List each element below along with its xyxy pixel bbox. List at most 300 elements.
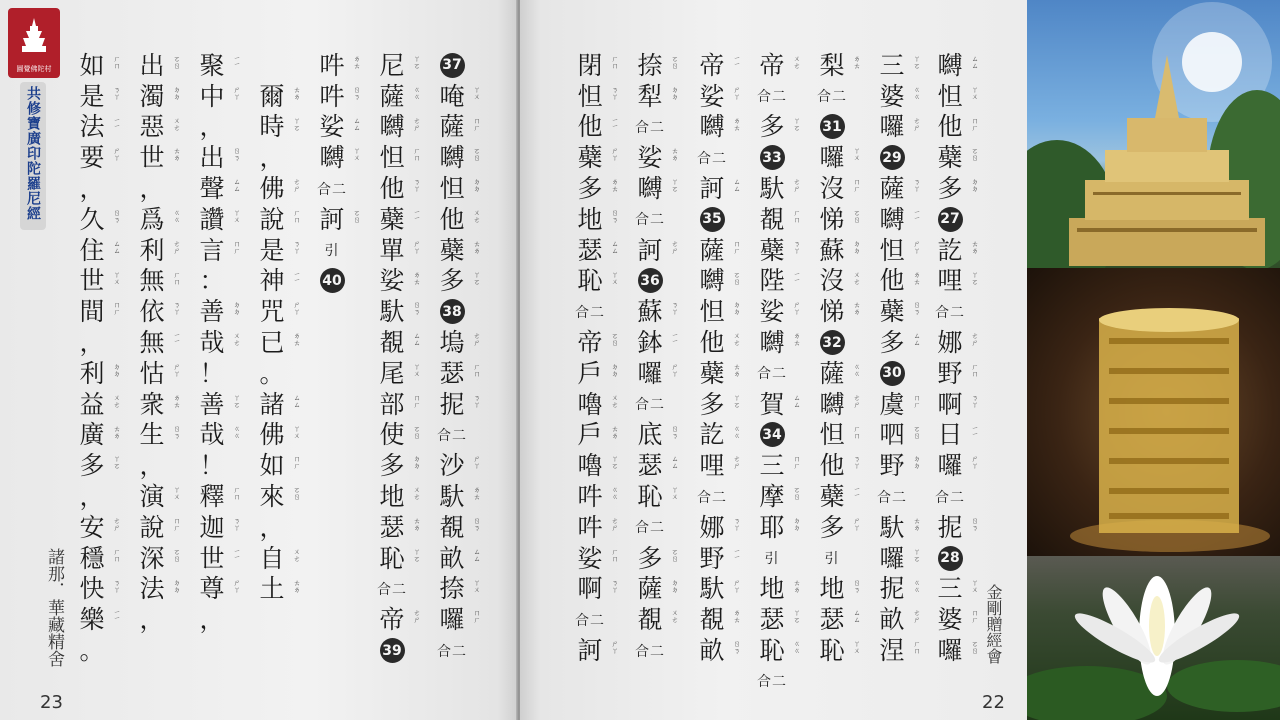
zhuyin-annotation: ㄋㄚ xyxy=(473,393,481,408)
character-cell xyxy=(132,358,181,389)
note-cell xyxy=(570,604,610,635)
character-cell xyxy=(72,543,121,574)
zhuyin-annotation: ㄋㄚ xyxy=(293,239,301,254)
zhuyin-annotation: ㄌㄊ xyxy=(293,332,301,347)
character-cell xyxy=(752,112,801,143)
character-cell xyxy=(872,112,921,143)
zhuyin-annotation: ㄚㄨ xyxy=(671,486,679,501)
character-cell xyxy=(72,358,121,389)
zhuyin-annotation: ㄊㄌ xyxy=(293,578,301,593)
sutra-character: 他 xyxy=(819,451,845,481)
sutra-character: 犁 xyxy=(637,81,663,111)
character-cell xyxy=(312,81,361,112)
character-cell xyxy=(372,604,421,635)
zhuyin-annotation: ㄏㄇ xyxy=(293,208,301,223)
character-cell xyxy=(930,358,979,389)
character-cell xyxy=(72,604,121,635)
sutra-character: 蘗 xyxy=(759,235,785,265)
number-cell xyxy=(432,296,472,327)
zhuyin-annotation: ㄖㄋ xyxy=(473,516,481,531)
zhuyin-annotation: ㄖㄋ xyxy=(853,578,861,593)
character-cell xyxy=(812,450,861,481)
character-cell xyxy=(252,142,292,173)
sutra-character: 爲 xyxy=(139,204,165,234)
sutra-character: 怛 xyxy=(937,81,963,111)
character-cell xyxy=(312,112,361,143)
zhuyin-annotation: ㄙㄙ xyxy=(671,455,679,470)
zhuyin-annotation: ㄚㄨ xyxy=(233,208,241,223)
zhuyin-annotation: ㄊㄌ xyxy=(971,239,979,254)
zhuyin-annotation: ㄋㄚ xyxy=(173,301,181,316)
sutra-character: 穩 xyxy=(79,543,105,573)
pronunciation-note: 合二 xyxy=(757,366,787,383)
character-cell xyxy=(930,574,979,605)
crystal-mantra-cylinder-image xyxy=(1027,268,1280,556)
sutra-character: 出 xyxy=(199,143,225,173)
zhuyin-annotation: ㄉㄉ xyxy=(793,516,801,531)
zhuyin-annotation: ㄖㄋ xyxy=(611,208,619,223)
character-cell xyxy=(192,450,232,481)
mantra-number: 37 xyxy=(440,53,465,78)
sutra-character: 沒 xyxy=(819,266,845,296)
left_page-column xyxy=(432,50,481,666)
character-cell xyxy=(372,235,421,266)
number-cell xyxy=(432,50,472,81)
zhuyin-annotation: ㄍㄍ xyxy=(853,362,861,377)
note-cell xyxy=(630,204,670,235)
zhuyin-annotation: ㄚㄛ xyxy=(793,116,801,131)
zhuyin-annotation: ㄍㄍ xyxy=(173,208,181,223)
sutra-character: 恥 xyxy=(577,266,603,296)
sutra-character: 怛 xyxy=(577,81,603,111)
character-cell xyxy=(432,512,481,543)
zhuyin-annotation: ㄌㄊ xyxy=(733,609,741,624)
character-cell xyxy=(192,574,241,605)
zhuyin-annotation: ㄏㄇ xyxy=(173,270,181,285)
character-cell xyxy=(872,173,921,204)
zhuyin-annotation: ㄨㄜ xyxy=(173,116,181,131)
zhuyin-annotation: ㄚㄨ xyxy=(971,85,979,100)
sutra-character: 覩 xyxy=(379,328,405,358)
zhuyin-annotation: ㄜㄕ xyxy=(293,178,301,193)
zhuyin-annotation: ㄋㄚ xyxy=(913,178,921,193)
sutra-character: 底 xyxy=(637,420,663,450)
character-cell xyxy=(692,389,741,420)
zhuyin-annotation: ㄨㄜ xyxy=(733,332,741,347)
zhuyin-annotation: ㄜㄕ xyxy=(173,239,181,254)
character-cell xyxy=(872,81,921,112)
sutra-character: 地 xyxy=(379,482,405,512)
character-cell xyxy=(432,235,481,266)
pronunciation-note: 合二 xyxy=(317,181,347,198)
zhuyin-annotation: ㄛㄖ xyxy=(913,424,921,439)
sutra-character: 耶 xyxy=(759,512,785,542)
sutra-character: 多 xyxy=(879,328,905,358)
sutra-character: 說 xyxy=(259,204,285,234)
character-cell xyxy=(432,481,481,512)
character-cell xyxy=(192,235,241,266)
zhuyin-annotation: ㄌㄊ xyxy=(413,270,421,285)
note-cell xyxy=(692,142,732,173)
note-cell xyxy=(752,543,792,574)
character-cell xyxy=(252,50,292,81)
sutra-character: 深 xyxy=(139,543,165,573)
zhuyin-annotation: ㄚㄛ xyxy=(473,270,481,285)
zhuyin-annotation: ㄏㄇ xyxy=(113,547,121,562)
character-cell xyxy=(872,635,921,666)
pronunciation-note: 合二 xyxy=(635,643,665,660)
sutra-character: 囉 xyxy=(937,636,963,666)
zhuyin-annotation: ㄕㄚ xyxy=(793,301,801,316)
character-cell xyxy=(132,574,181,605)
sutra-character: ， xyxy=(139,605,165,635)
character-cell xyxy=(630,327,679,358)
zhuyin-annotation: ㄚㄛ xyxy=(913,55,921,69)
character-cell xyxy=(692,50,741,81)
zhuyin-annotation: ㄉㄉ xyxy=(913,455,921,470)
zhuyin-annotation: ㄙㄙ xyxy=(611,239,619,254)
character-cell xyxy=(752,266,801,297)
sutra-character: 馱 xyxy=(759,174,785,204)
zhuyin-annotation: ㄜㄕ xyxy=(473,332,481,347)
zhuyin-annotation: ㄋㄚ xyxy=(611,578,619,593)
zhuyin-annotation: ㄏㄇ xyxy=(233,486,241,501)
character-cell xyxy=(372,389,421,420)
number-cell xyxy=(872,358,912,389)
sutra-character: 益 xyxy=(79,389,105,419)
mantra-number: 36 xyxy=(638,268,663,293)
character-cell xyxy=(570,112,619,143)
number-cell xyxy=(752,420,792,451)
character-cell xyxy=(432,173,481,204)
zhuyin-annotation: ㄇㄏ xyxy=(473,116,481,131)
sutra-character: 沙 xyxy=(439,451,465,481)
zhuyin-annotation: ㄍㄍ xyxy=(913,85,921,100)
character-cell xyxy=(72,204,121,235)
zhuyin-annotation: ㄇㄏ xyxy=(413,393,421,408)
sutra-character: 蘗 xyxy=(879,297,905,327)
character-cell xyxy=(812,420,861,451)
character-cell xyxy=(372,173,421,204)
pronunciation-note: 合二 xyxy=(437,427,467,444)
character-cell xyxy=(930,266,979,297)
sutra-character: 已 xyxy=(259,328,285,358)
zhuyin-annotation: ㄛㄖ xyxy=(733,270,741,285)
zhuyin-annotation: ㄜㄕ xyxy=(611,516,619,531)
sutra-character: 他 xyxy=(879,266,905,296)
sutra-character: 釋 xyxy=(199,482,225,512)
sutra-character: 怛 xyxy=(819,420,845,450)
sutra-character: 薩 xyxy=(439,112,465,142)
sutra-character: 馱 xyxy=(699,574,725,604)
zhuyin-annotation: ㄊㄌ xyxy=(611,424,619,439)
sutra-character: ！ xyxy=(199,358,225,388)
zhuyin-annotation: ㄛㄖ xyxy=(671,55,679,69)
sutra-character: 。 xyxy=(259,358,285,388)
sutra-character: 訖 xyxy=(699,420,725,450)
zhuyin-annotation: ㄋㄚ xyxy=(793,239,801,254)
pronunciation-note: 合二 xyxy=(575,304,605,321)
zhuyin-annotation: ㄙㄙ xyxy=(793,393,801,408)
character-cell xyxy=(72,173,112,204)
character-cell xyxy=(72,420,121,451)
zhuyin-annotation: ㄛㄖ xyxy=(353,208,361,223)
sutra-character: 薩 xyxy=(379,81,405,111)
zhuyin-annotation: ㄉㄉ xyxy=(671,85,679,100)
zhuyin-annotation: ㄚㄛ xyxy=(733,393,741,408)
sutra-character: 蘗 xyxy=(577,143,603,173)
right-page-number: 22 xyxy=(982,692,1005,713)
character-cell xyxy=(132,420,181,451)
zhuyin-annotation: ㄉㄉ xyxy=(671,578,679,593)
zhuyin-annotation: ㄉㄉ xyxy=(113,362,121,377)
zhuyin-annotation: ㄉㄉ xyxy=(971,178,979,193)
pronunciation-note: 引 xyxy=(824,551,840,568)
sutra-character: 帝 xyxy=(759,50,785,80)
character-cell xyxy=(872,327,921,358)
zhuyin-annotation: ㄖㄋ xyxy=(913,301,921,316)
zhuyin-annotation: ㄚㄛ xyxy=(611,455,619,470)
zhuyin-annotation: ㄌㄊ xyxy=(853,55,861,69)
zhuyin-annotation: ㄚㄛ xyxy=(293,116,301,131)
zhuyin-annotation: ㄚㄨ xyxy=(173,486,181,501)
note-cell xyxy=(630,512,670,543)
character-cell xyxy=(432,327,481,358)
mantra-number: 30 xyxy=(880,361,905,386)
sutra-character: 塢 xyxy=(439,328,465,358)
zhuyin-annotation: ㄍㄍ xyxy=(733,424,741,439)
white-lotus-image xyxy=(1027,556,1280,720)
character-cell xyxy=(930,235,979,266)
zhuyin-annotation: ㄙㄙ xyxy=(113,239,121,254)
sutra-character: 閉 xyxy=(577,50,603,80)
character-cell xyxy=(570,50,619,81)
zhuyin-annotation: ㄚㄨ xyxy=(413,362,421,377)
character-cell xyxy=(432,450,481,481)
sutra-character: 三 xyxy=(937,574,963,604)
character-cell xyxy=(570,481,619,512)
character-cell xyxy=(692,420,741,451)
character-cell xyxy=(192,112,232,143)
character-cell xyxy=(372,296,421,327)
sutra-character: 啊 xyxy=(577,574,603,604)
sutra-character: 蘇 xyxy=(819,235,845,265)
character-cell xyxy=(570,574,619,605)
sutra-character: 無 xyxy=(139,266,165,296)
character-cell xyxy=(752,389,801,420)
character-cell xyxy=(930,50,979,81)
sutra-character: 佛 xyxy=(259,174,285,204)
zhuyin-annotation: ㄧㄧ xyxy=(793,270,801,282)
zhuyin-annotation: ㄙㄙ xyxy=(233,178,241,193)
sutra-character: ， xyxy=(259,143,285,173)
zhuyin-annotation: ㄕㄚ xyxy=(233,578,241,593)
zhuyin-annotation: ㄍㄍ xyxy=(413,85,421,100)
zhuyin-annotation: ㄕㄚ xyxy=(473,455,481,470)
zhuyin-annotation: ㄚㄛ xyxy=(113,455,121,470)
sutra-character: 說 xyxy=(139,512,165,542)
zhuyin-annotation: ㄍㄍ xyxy=(233,424,241,439)
sutra-character: 出 xyxy=(139,50,165,80)
sutra-character: 恥 xyxy=(759,636,785,666)
sutra-character: 日 xyxy=(937,420,963,450)
zhuyin-annotation: ㄉㄉ xyxy=(611,362,619,377)
character-cell xyxy=(432,604,481,635)
zhuyin-annotation: ㄛㄖ xyxy=(793,486,801,501)
sutra-character: 蘗 xyxy=(439,235,465,265)
character-cell xyxy=(252,296,301,327)
sutra-character: 尾 xyxy=(379,358,405,388)
character-cell xyxy=(752,450,801,481)
sutra-character: 野 xyxy=(699,543,725,573)
character-cell xyxy=(930,173,979,204)
character-cell xyxy=(872,50,921,81)
zhuyin-annotation: ㄖㄋ xyxy=(413,301,421,316)
sutra-character: 娑 xyxy=(759,297,785,327)
zhuyin-annotation: ㄖㄋ xyxy=(173,424,181,439)
sutra-character: 安 xyxy=(79,512,105,542)
zhuyin-annotation: ㄕㄚ xyxy=(671,362,679,377)
pronunciation-note: 合二 xyxy=(757,89,787,106)
number-cell xyxy=(930,543,970,574)
sutra-character: 沒 xyxy=(819,174,845,204)
zhuyin-annotation: ㄉㄉ xyxy=(413,455,421,470)
zhuyin-annotation: ㄊㄌ xyxy=(671,147,679,162)
note-cell xyxy=(570,296,610,327)
character-cell xyxy=(812,204,861,235)
note-cell xyxy=(630,389,670,420)
character-cell xyxy=(192,296,241,327)
sutra-character: 瑟 xyxy=(379,512,405,542)
sutra-character: 怛 xyxy=(439,174,465,204)
character-cell xyxy=(812,481,861,512)
zhuyin-annotation: ㄜㄕ xyxy=(853,393,861,408)
character-cell xyxy=(872,266,921,297)
zhuyin-annotation: ㄜㄕ xyxy=(413,609,421,624)
character-cell xyxy=(132,296,181,327)
sutra-character: 法 xyxy=(139,574,165,604)
character-cell xyxy=(372,358,421,389)
character-cell xyxy=(252,204,301,235)
zhuyin-annotation: ㄚㄛ xyxy=(233,393,241,408)
zhuyin-annotation: ㄙㄙ xyxy=(971,55,979,69)
sutra-character: 尊 xyxy=(199,574,225,604)
right_page-column xyxy=(570,50,619,666)
zhuyin-annotation: ㄚㄨ xyxy=(353,147,361,162)
sutra-character: 吽 xyxy=(319,50,345,80)
channel-logo xyxy=(8,8,60,78)
sutra-character: 賀 xyxy=(759,389,785,419)
sutra-character: 部 xyxy=(379,389,405,419)
character-cell xyxy=(312,142,361,173)
character-cell xyxy=(752,327,801,358)
sutra-character: 哉 xyxy=(199,328,225,358)
sutra-character: 恥 xyxy=(379,543,405,573)
sutra-character: ， xyxy=(79,482,105,512)
character-cell xyxy=(630,142,679,173)
sutra-character: 哩 xyxy=(699,451,725,481)
character-cell xyxy=(192,173,241,204)
zhuyin-annotation: ㄧㄧ xyxy=(233,55,241,67)
sutra-character: 訖 xyxy=(937,235,963,265)
mantra-number: 32 xyxy=(820,330,845,355)
sutra-character: 瑟 xyxy=(819,605,845,635)
character-cell xyxy=(72,50,121,81)
note-cell xyxy=(930,296,970,327)
character-cell xyxy=(432,204,481,235)
character-cell xyxy=(570,173,619,204)
left_page-column xyxy=(132,50,181,635)
zhuyin-annotation: ㄛㄖ xyxy=(173,55,181,69)
sutra-character: 畝 xyxy=(439,543,465,573)
sutra-character: 蘇 xyxy=(637,297,663,327)
character-cell xyxy=(72,512,121,543)
character-cell xyxy=(312,204,361,235)
character-cell xyxy=(432,543,481,574)
sutra-character: 利 xyxy=(79,358,105,388)
character-cell xyxy=(132,512,181,543)
number-cell xyxy=(312,266,352,297)
sutra-character: 生 xyxy=(139,420,165,450)
character-cell xyxy=(372,543,421,574)
character-cell xyxy=(630,296,679,327)
zhuyin-annotation: ㄏㄇ xyxy=(793,208,801,223)
zhuyin-annotation: ㄨㄜ xyxy=(293,547,301,562)
sutra-character: 嚩 xyxy=(319,143,345,173)
character-cell xyxy=(752,512,801,543)
character-cell xyxy=(872,204,921,235)
right_page-column xyxy=(872,50,921,666)
character-cell xyxy=(930,389,979,420)
zhuyin-annotation: ㄌㄊ xyxy=(353,55,361,69)
zhuyin-annotation: ㄏㄇ xyxy=(473,362,481,377)
character-cell xyxy=(252,358,292,389)
sutra-character: 嚩 xyxy=(699,112,725,142)
zhuyin-annotation: ㄧㄧ xyxy=(611,116,619,128)
sutra-character: 住 xyxy=(79,235,105,265)
character-cell xyxy=(692,574,741,605)
sutra-character: 聚 xyxy=(199,50,225,80)
sutra-character: 佛 xyxy=(259,420,285,450)
zhuyin-annotation: ㄙㄙ xyxy=(913,332,921,347)
sutra-character: 他 xyxy=(379,174,405,204)
sutra-character: 戶 xyxy=(577,420,603,450)
mantra-number: 29 xyxy=(880,145,905,170)
sutra-character: 法 xyxy=(79,112,105,142)
sutra-character: 薩 xyxy=(819,358,845,388)
zhuyin-annotation: ㄖㄋ xyxy=(113,208,121,223)
mantra-number: 39 xyxy=(380,638,405,663)
character-cell xyxy=(432,81,481,112)
character-cell xyxy=(692,543,741,574)
sutra-character: 是 xyxy=(259,235,285,265)
sutra-character: 蘗 xyxy=(379,204,405,234)
character-cell xyxy=(72,81,121,112)
character-cell xyxy=(872,574,921,605)
character-cell xyxy=(72,635,112,666)
sutra-character: 。 xyxy=(79,636,105,666)
zhuyin-annotation: ㄇㄏ xyxy=(113,301,121,316)
zhuyin-annotation: ㄚㄨ xyxy=(473,578,481,593)
right_page-column xyxy=(752,50,801,697)
character-cell xyxy=(752,481,801,512)
number-cell xyxy=(930,204,970,235)
character-cell xyxy=(872,389,921,420)
character-cell xyxy=(72,266,121,297)
mantra-number: 33 xyxy=(760,145,785,170)
zhuyin-annotation: ㄕㄚ xyxy=(113,147,121,162)
sutra-character: 恥 xyxy=(637,482,663,512)
